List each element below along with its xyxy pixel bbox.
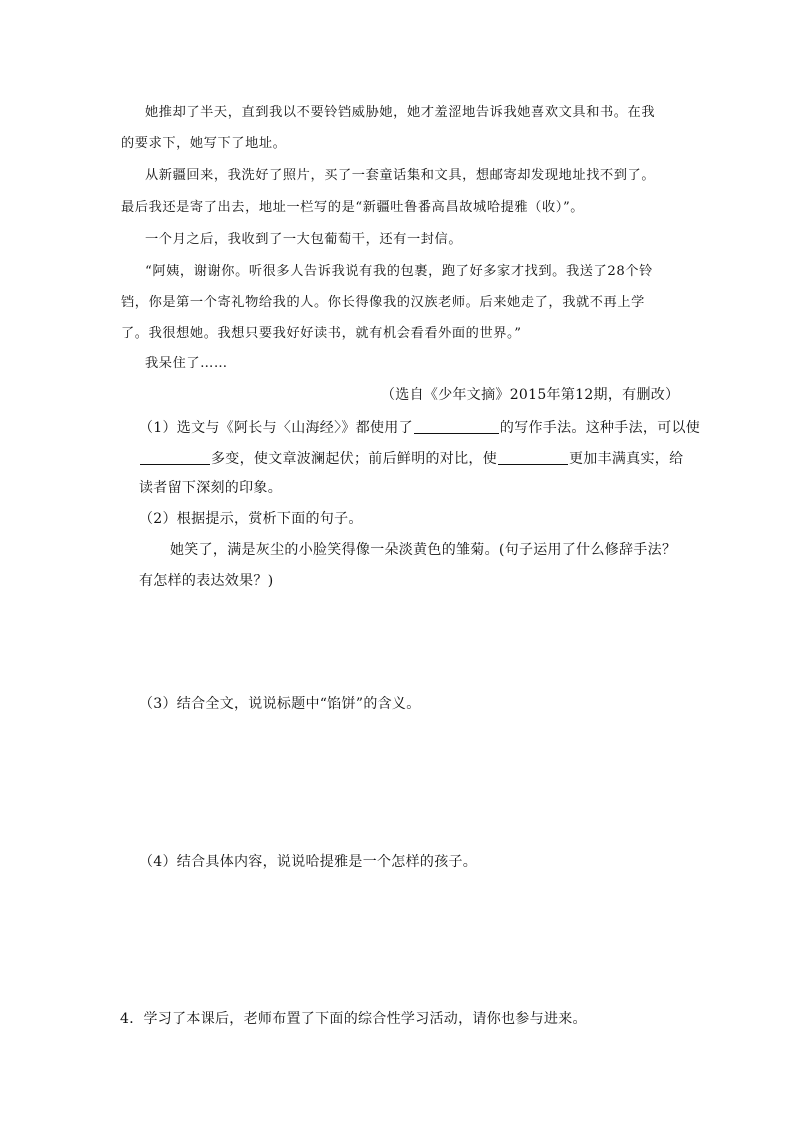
- passage-p4-line1: “阿姨，谢谢你。听很多人告诉我说有我的包裹，跑了好多家才找到。我送了28个铃: [145, 264, 653, 279]
- question-1-line2: [139, 450, 683, 466]
- passage-p5: 我呆住了……: [145, 356, 228, 371]
- question-1-text-a: （1）选文与《阿长与〈山海经〉》都使用了: [139, 420, 413, 436]
- passage-source: （选自《少年文摘》2015年第12期，有删改）: [381, 387, 680, 403]
- passage-p1-line1: 她推却了半天，直到我以不要铃铛威胁她，她才羞涩地告诉我她喜欢文具和书。在我: [145, 105, 656, 120]
- passage-p2-line2: 最后我还是寄了出去，地址一栏写的是“新疆吐鲁番高昌故城哈提雅（收）”。: [121, 200, 585, 215]
- passage-p4-line3: 了。我很想她。我想只要我好好读书，就有机会看看外面的世界。”: [121, 326, 522, 341]
- passage-p3: 一个月之后，我收到了一大包葡萄干，还有一封信。: [145, 232, 463, 247]
- passage-p1-line2: 的要求下，她写下了地址。: [121, 136, 287, 151]
- question-1-text-d: 更加丰满真实，给: [569, 451, 684, 467]
- passage-p2-line1: 从新疆回来，我洗好了照片，买了一套童话集和文具，想邮寄却发现地址找不到了。: [145, 168, 656, 183]
- passage-p4-line2: 铛，你是第一个寄礼物给我的人。你长得像我的汉族老师。后来她走了，我就不再上学: [121, 295, 645, 310]
- question-2-quote-line1: 她笑了，满是灰尘的小脸笑得像一朵淡黄色的雏菊。(句子运用了什么修辞手法？: [170, 542, 677, 558]
- item-4-heading: 4．学习了本课后，老师布置了下面的综合性学习活动，请你也参与进来。: [120, 1011, 587, 1027]
- question-3: （3）结合全文，说说标题中“馅饼”的含义。: [139, 696, 421, 712]
- answer-blank-3[interactable]: [498, 450, 568, 465]
- question-1-text-b: 的写作手法。这种手法，可以使: [499, 420, 701, 436]
- question-4: （4）结合具体内容，说说哈提雅是一个怎样的孩子。: [139, 854, 478, 870]
- question-1-line1: [139, 419, 700, 435]
- question-2: （2）根据提示，赏析下面的句子。: [139, 511, 363, 527]
- question-1-text-c: 多变，使文章波澜起伏；前后鲜明的对比，使: [211, 451, 497, 467]
- question-2-quote-line2: 有怎样的表达效果？): [139, 573, 274, 589]
- answer-blank-2[interactable]: [140, 450, 210, 465]
- question-1-line3: 读者留下深刻的印象。: [139, 480, 282, 496]
- answer-blank-1[interactable]: [414, 419, 499, 434]
